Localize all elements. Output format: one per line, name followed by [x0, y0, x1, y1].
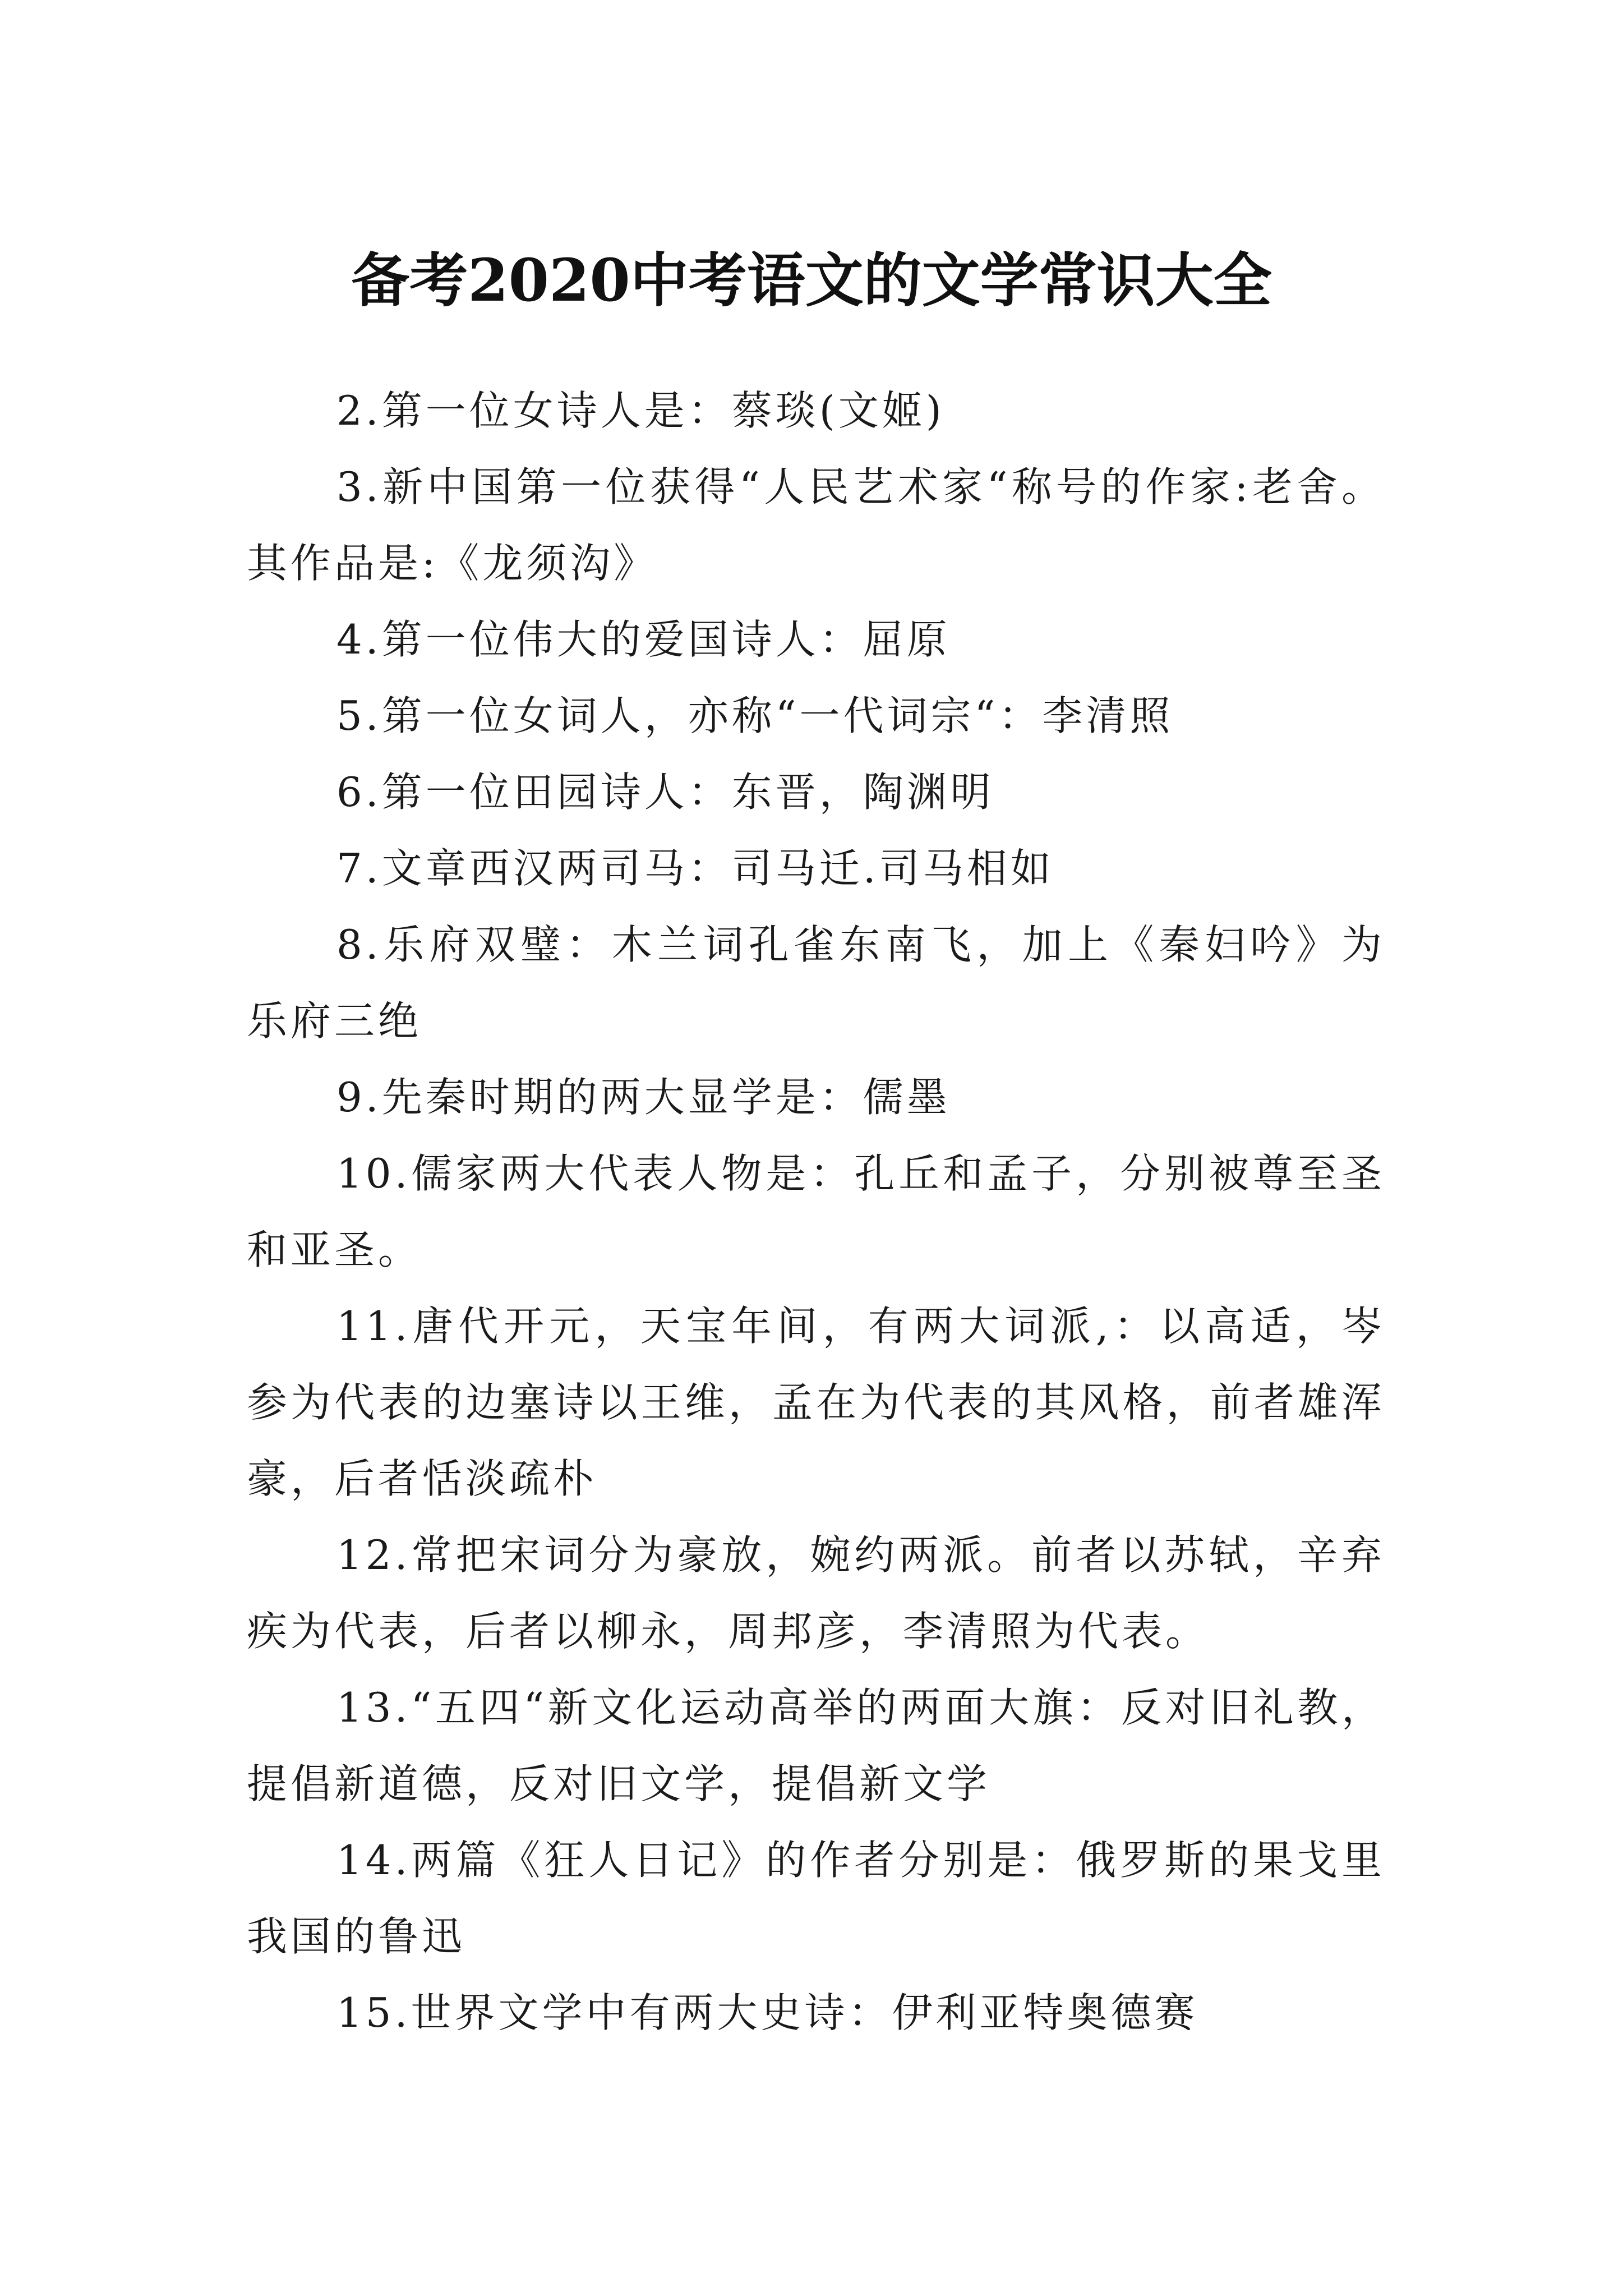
- paragraph-item: 7.文章西汉两司马：司马迁.司马相如: [336, 845, 1054, 892]
- document-title: 备考2020中考语文的文学常识大全: [351, 245, 1272, 315]
- paragraph-item: 11.唐代开元，天宝年间，有两大词派,：以高适，岑参为代表的边塞诗以王维，孟在为代表的其风格，前者雄浑豪，后者恬淡疏朴: [247, 1303, 1385, 1502]
- paragraph-item: 3.新中国第一位获得“人民艺术家“称号的作家:老舍。其作品是:《龙须沟》: [247, 463, 1385, 587]
- paragraph-item: 13.“五四“新文化运动高举的两面大旗：反对旧礼教，提倡新道德，反对旧文学，提倡新文学: [247, 1684, 1385, 1807]
- paragraph-item: 12.常把宋词分为豪放，婉约两派。前者以苏轼，辛弃疾为代表，后者以柳永，周邦彦，李清照为代表。: [247, 1531, 1385, 1655]
- paragraph-item: 2.第一位女诗人是：蔡琰(文姬): [336, 387, 945, 434]
- paragraph-item: 10.儒家两大代表人物是：孔丘和孟子，分别被尊至圣和亚圣。: [247, 1150, 1385, 1273]
- paragraph-item: 5.第一位女词人，亦称“一代词宗“：李清照: [336, 692, 1174, 739]
- paragraph-item: 9.先秦时期的两大显学是：儒墨: [336, 1074, 951, 1121]
- paragraph-item: 15.世界文学中有两大史诗：伊利亚特奥德赛: [336, 1989, 1198, 2036]
- paragraph-item: 8.乐府双璧：木兰词孔雀东南飞，加上《秦妇吟》为乐府三绝: [247, 921, 1385, 1045]
- paragraph-item: 14.两篇《狂人日记》的作者分别是：俄罗斯的果戈里我国的鲁迅: [247, 1837, 1385, 1960]
- paragraph-item: 6.第一位田园诗人：东晋，陶渊明: [336, 769, 994, 816]
- paragraph-item: 4.第一位伟大的爱国诗人：屈原: [336, 616, 951, 663]
- document-body: [247, 372, 1385, 2051]
